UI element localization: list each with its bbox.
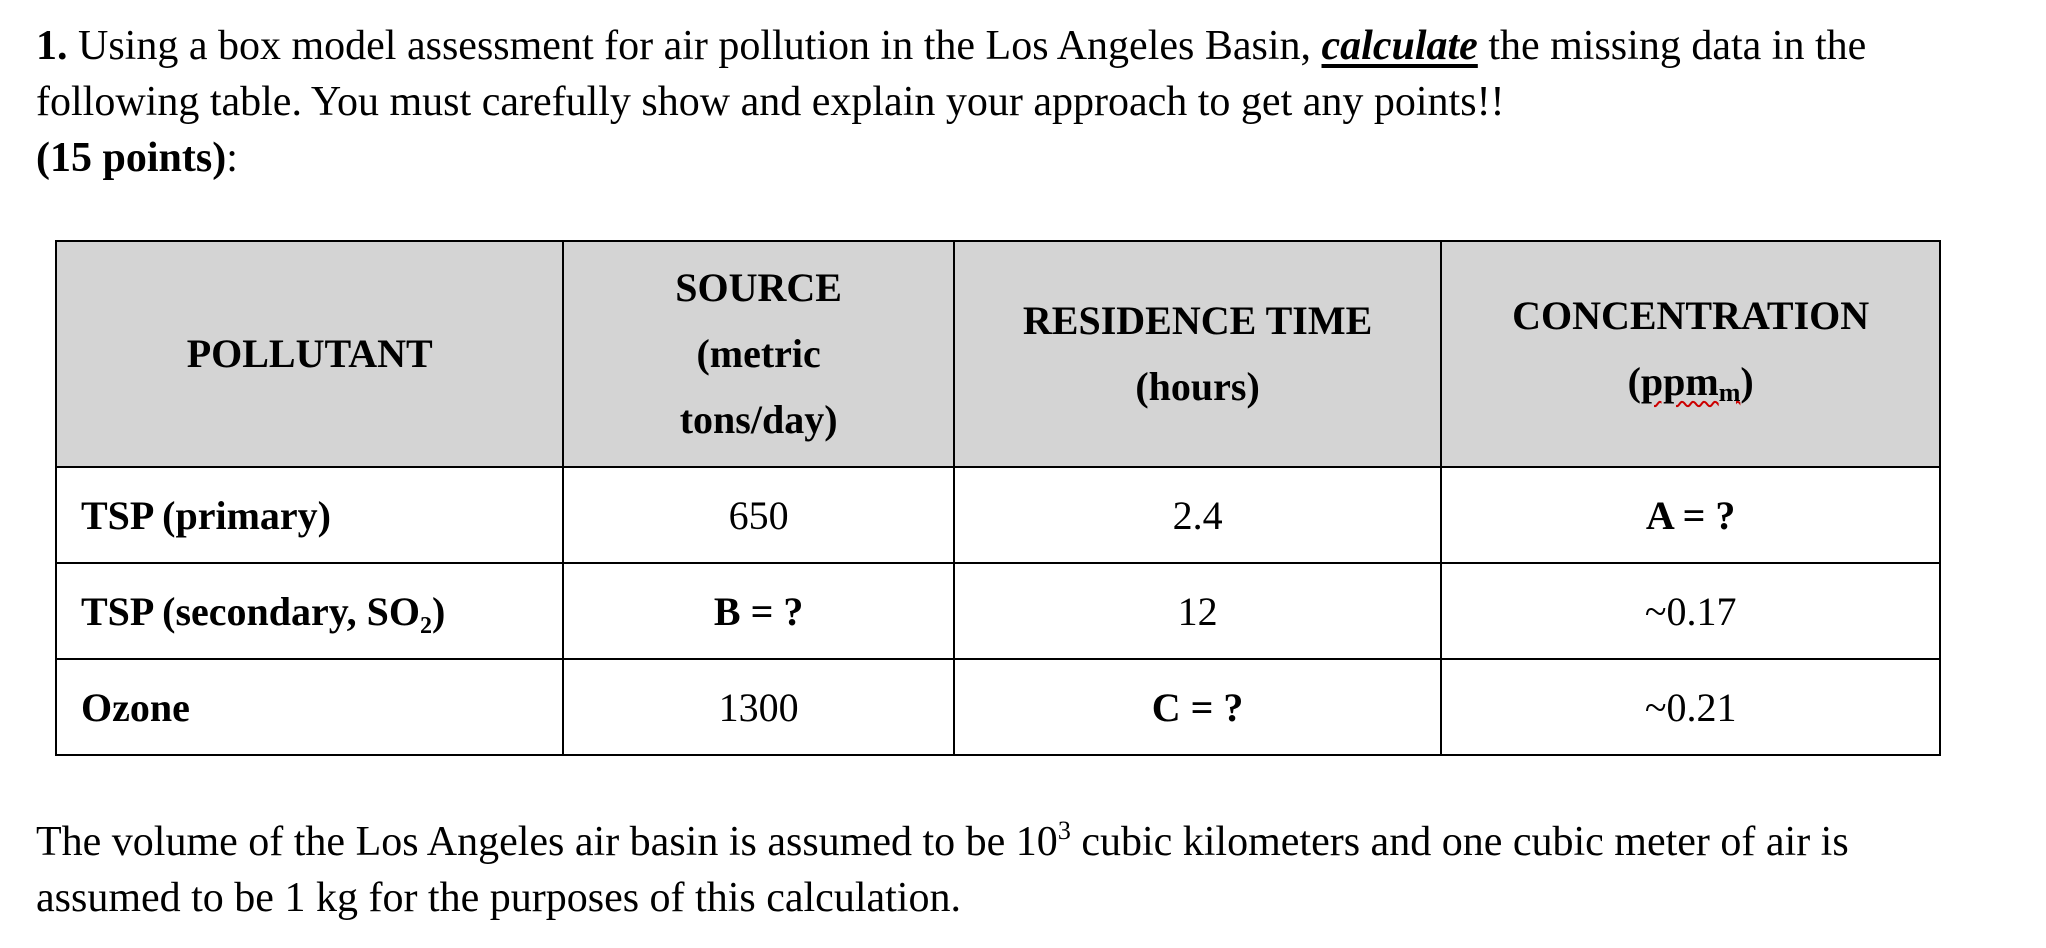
question-body-end: the missing data in the following table. You must carefully show and explain your approach to get any points!! — [36, 23, 1867, 125]
assumption-note — [36, 814, 1996, 926]
question-number: 1. — [36, 23, 68, 69]
table-row — [56, 659, 1940, 755]
header-source-line1: SOURCE — [675, 265, 842, 310]
pollutant-cell: TSP (primary) — [56, 467, 563, 563]
header-residence-line1: RESIDENCE TIME — [1022, 298, 1373, 343]
points-colon: : — [226, 135, 238, 181]
table-header-row — [56, 241, 1940, 467]
header-concentration — [1441, 241, 1940, 467]
pollutant-cell: TSP (secondary, SO₂) — [56, 563, 563, 659]
table-row — [56, 563, 1940, 659]
question-body-start: Using a box model assessment for air pollution in the Los Angeles Basin, — [67, 23, 1322, 69]
question-text — [36, 18, 1996, 186]
header-pollutant: POLLUTANT — [56, 241, 563, 467]
header-source-line3: tons/day) — [679, 397, 838, 442]
note-exponent: 3 — [1057, 816, 1071, 845]
residence-cell: C = ? — [954, 659, 1441, 755]
pollutant-cell: Ozone — [56, 659, 563, 755]
calculate-emphasis: calculate — [1321, 23, 1478, 69]
concentration-cell: A = ? — [1441, 467, 1940, 563]
concentration-cell: ~0.21 — [1441, 659, 1940, 755]
header-source — [563, 241, 953, 467]
concentration-cell: ~0.17 — [1441, 563, 1940, 659]
spellcheck-underline: ppmm — [1640, 358, 1741, 407]
source-cell: B = ? — [563, 563, 953, 659]
header-conc-line2: (ppmm) — [1627, 358, 1754, 407]
pollution-data-table — [55, 240, 1941, 756]
header-residence-line2: (hours) — [1135, 364, 1260, 409]
table-row — [56, 467, 1940, 563]
header-source-line2: (metric — [696, 331, 821, 376]
source-cell: 1300 — [563, 659, 953, 755]
note-text-end: cubic kilometers and one cubic meter of air is assumed to be 1 kg for the purposes of this calculation. — [36, 819, 1849, 921]
residence-cell: 12 — [954, 563, 1441, 659]
header-conc-line1: CONCENTRATION — [1512, 292, 1870, 338]
points-label: (15 points) — [36, 135, 227, 181]
note-text-start: The volume of the Los Angeles air basin is assumed to be 10 — [36, 819, 1058, 865]
source-cell: 650 — [563, 467, 953, 563]
residence-cell: 2.4 — [954, 467, 1441, 563]
header-residence-time — [954, 241, 1441, 467]
